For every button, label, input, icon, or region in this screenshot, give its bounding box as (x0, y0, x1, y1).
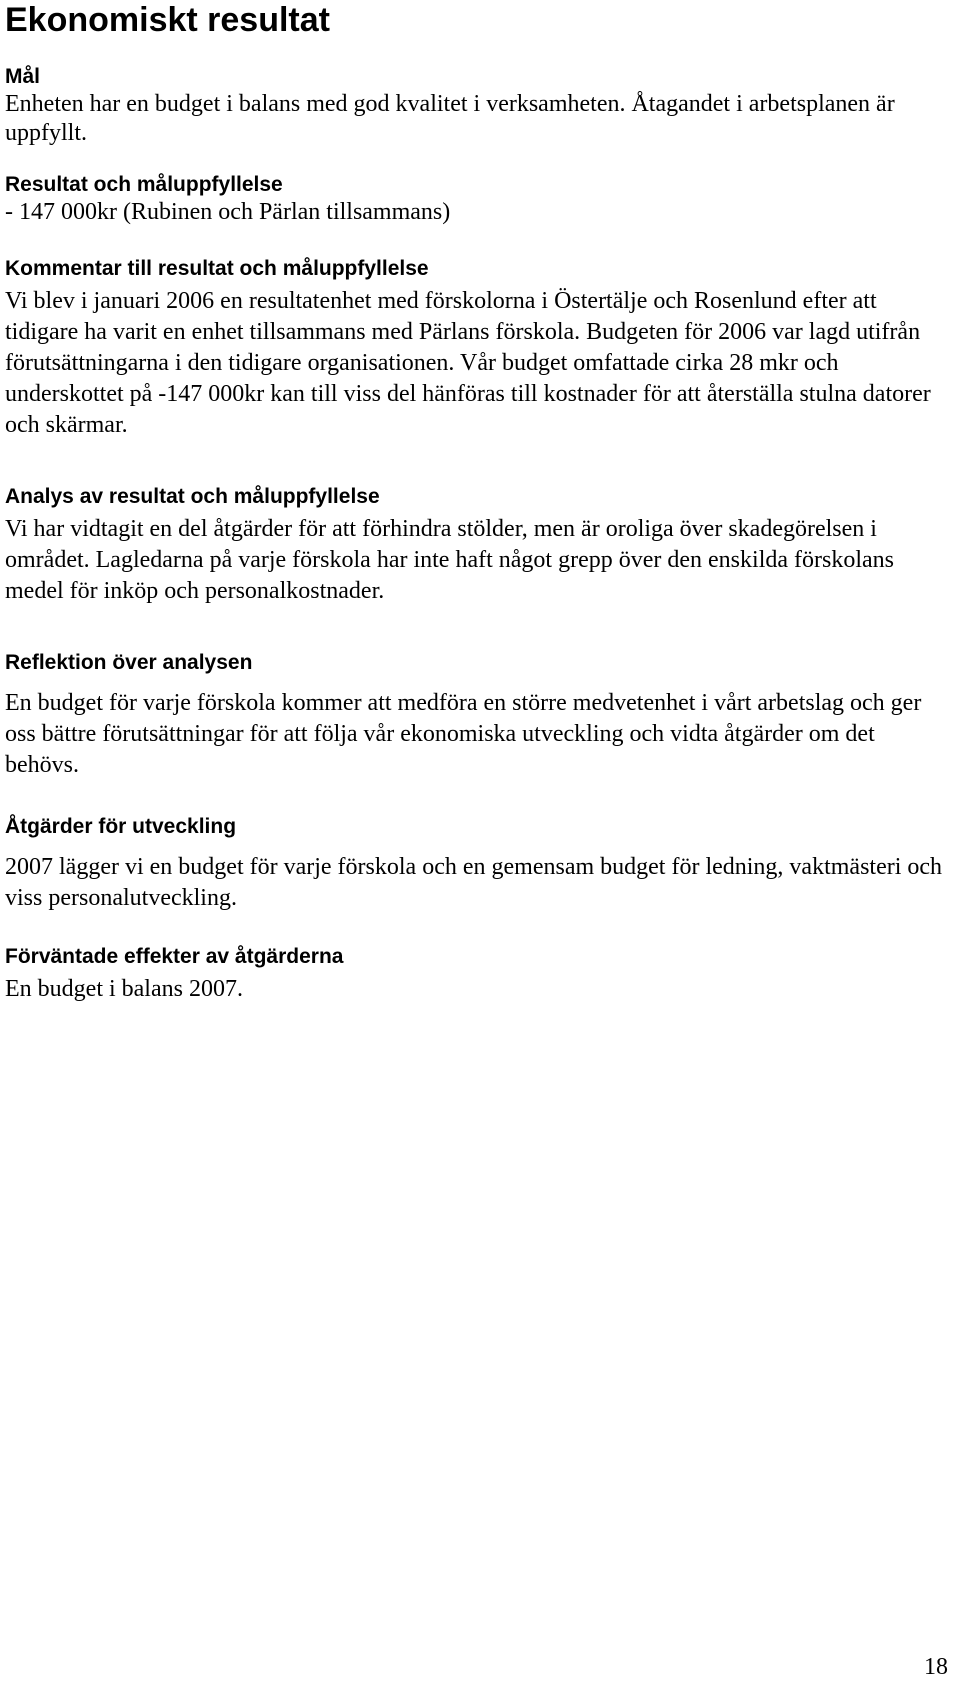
section-body: 2007 lägger vi en budget för varje förskola och en gemensam budget för ledning, vaktmästeri och viss personalutveckling. (5, 854, 943, 911)
section-forvantade-effekter (5, 944, 953, 1005)
section-atgarder (5, 814, 953, 914)
section-kommentar (5, 256, 953, 441)
section-mal (5, 64, 953, 148)
section-body: - 147 000kr (Rubinen och Pärlan tillsammans) (5, 199, 451, 225)
page-title: Ekonomiskt resultat (5, 1, 330, 39)
section-reflektion (5, 650, 953, 781)
section-body: En budget för varje förskola kommer att medföra en större medvetenhet i vårt arbetslag och ger oss bättre förutsättningar för att följa vår ekonomiska utveckling och vidta åtgärder om det behövs. (5, 690, 922, 778)
page-number: 18 (924, 1654, 948, 1680)
section-body: Vi har vidtagit en del åtgärder för att förhindra stölder, men är oroliga över skadegörelsen i området. Lagledarna på varje förskola har inte haft något grepp över den enskilda förskolans medel för inköp och personalkostnader. (5, 516, 894, 604)
section-analys (5, 484, 953, 607)
section-body: Enheten har en budget i balans med god kvalitet i verksamheten. Åtagandet i arbetsplanen är uppfyllt. (5, 91, 895, 146)
section-body: Vi blev i januari 2006 en resultatenhet med förskolorna i Östertälje och Rosenlund efter att tidigare ha varit en enhet tillsammans med Pärlans förskola. Budgeten för 2006 var lagd utifrån förutsättningarna i den tidigare organisationen. Vår budget omfattade cirka 28 mkr och underskottet på -147 000kr kan till viss del hänföras till kostnader för att återställa stulna datorer och skärmar. (5, 288, 931, 438)
section-heading: Kommentar till resultat och måluppfyllelse (5, 257, 429, 280)
section-heading: Reflektion över analysen (5, 651, 253, 674)
section-heading: Förväntade effekter av åtgärderna (5, 945, 344, 968)
section-heading: Analys av resultat och måluppfyllelse (5, 485, 380, 508)
section-heading: Mål (5, 65, 41, 88)
section-heading: Åtgärder för utveckling (5, 815, 237, 838)
section-resultat (5, 172, 953, 227)
section-body: En budget i balans 2007. (5, 976, 243, 1002)
section-heading: Resultat och måluppfyllelse (5, 173, 283, 196)
